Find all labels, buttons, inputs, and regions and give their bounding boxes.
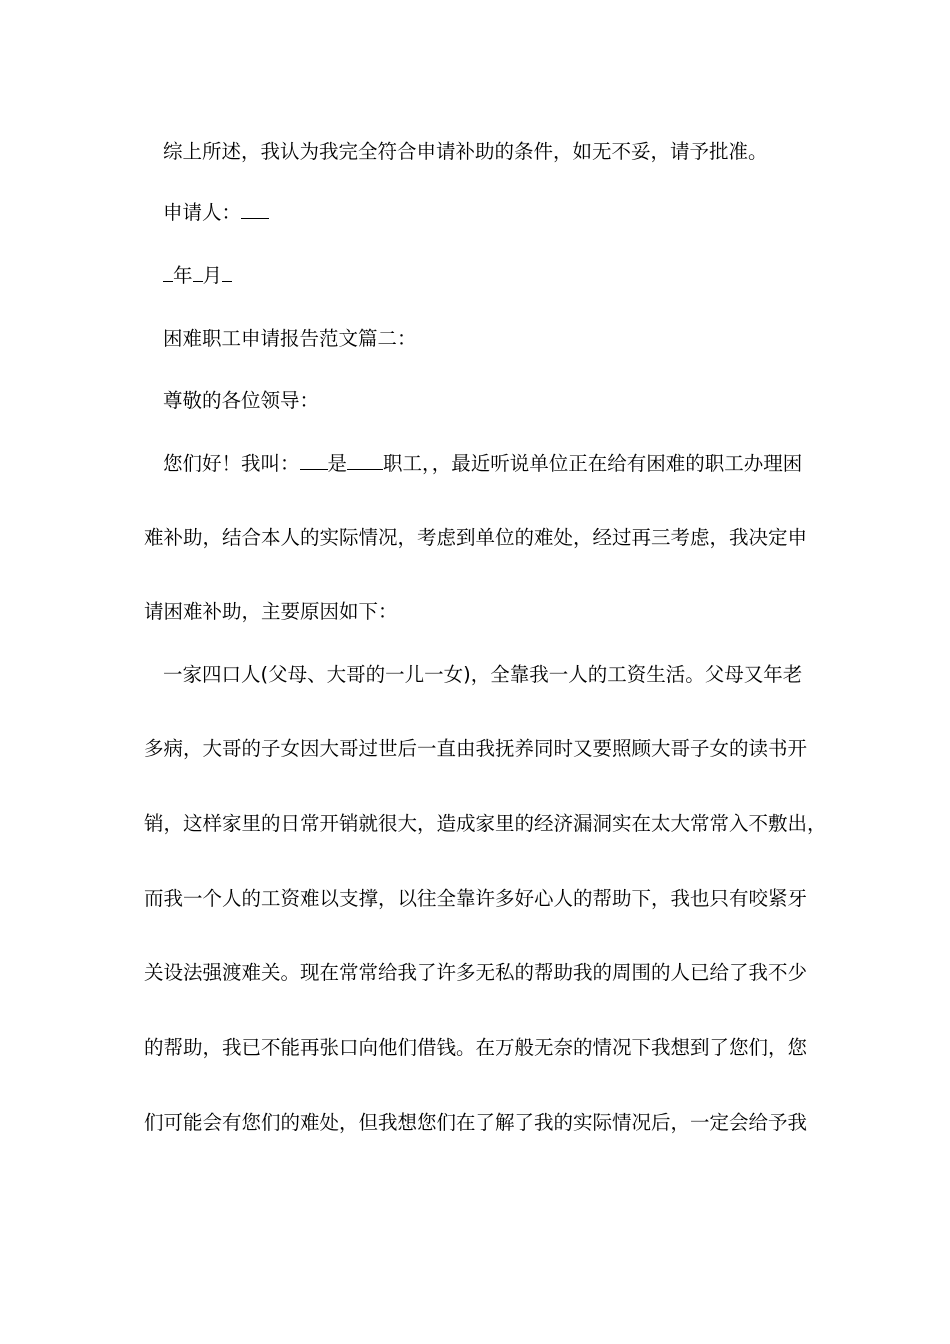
- name-blank: [300, 452, 328, 470]
- month-label: 月: [202, 264, 223, 287]
- year-label: 年: [173, 264, 193, 287]
- year-blank: [163, 264, 173, 282]
- body-line: 一家四口人(父母、大哥的一儿一女)，全靠我一人的工资生活。父母又年老: [163, 663, 803, 686]
- applicant-label: 申请人：: [163, 201, 242, 224]
- date-line: [163, 262, 835, 290]
- day-blank: [222, 264, 232, 282]
- salutation: 尊敬的各位领导：: [163, 389, 320, 412]
- body-line: 难补助，结合本人的实际情况，考虑到单位的难处，经过再三考虑，我决定申: [144, 526, 808, 549]
- body-line: 的帮助，我已不能再张口向他们借钱。在万般无奈的情况下我想到了您们，您: [144, 1036, 808, 1059]
- month-blank: [193, 264, 203, 282]
- applicant-line: [163, 199, 835, 227]
- employer-blank: [347, 452, 383, 470]
- intro-line: [163, 450, 835, 478]
- body-line: 们可能会有您们的难处，但我想您们在了解了我的实际情况后，一定会给予我: [144, 1111, 808, 1134]
- intro-continuation: 职工，，最近听说单位正在给有困难的职工办理困: [383, 452, 803, 475]
- section-heading: 困难职工申请报告范文篇二：: [163, 327, 417, 350]
- applicant-name-blank: [241, 201, 269, 219]
- connector-text: 是: [327, 452, 348, 475]
- greeting-text: 您们好！我叫：: [163, 452, 300, 475]
- body-line: 关设法强渡难关。现在常常给我了许多无私的帮助我的周围的人已给了我不少: [144, 961, 808, 984]
- body-line: 多病，大哥的子女因大哥过世后一直由我抚养同时又要照顾大哥子女的读书开: [144, 737, 808, 760]
- body-line: 而我一个人的工资难以支撑，以往全靠许多好心人的帮助下，我也只有咬紧牙: [144, 887, 808, 910]
- body-line: 请困难补助，主要原因如下：: [144, 600, 398, 623]
- conclusion-paragraph: 综上所述，我认为我完全符合申请补助的条件，如无不妥，请予批准。: [163, 140, 768, 163]
- body-line: 销，这样家里的日常开销就很大，造成家里的经济漏洞实在太大常常入不敷出，: [144, 812, 827, 835]
